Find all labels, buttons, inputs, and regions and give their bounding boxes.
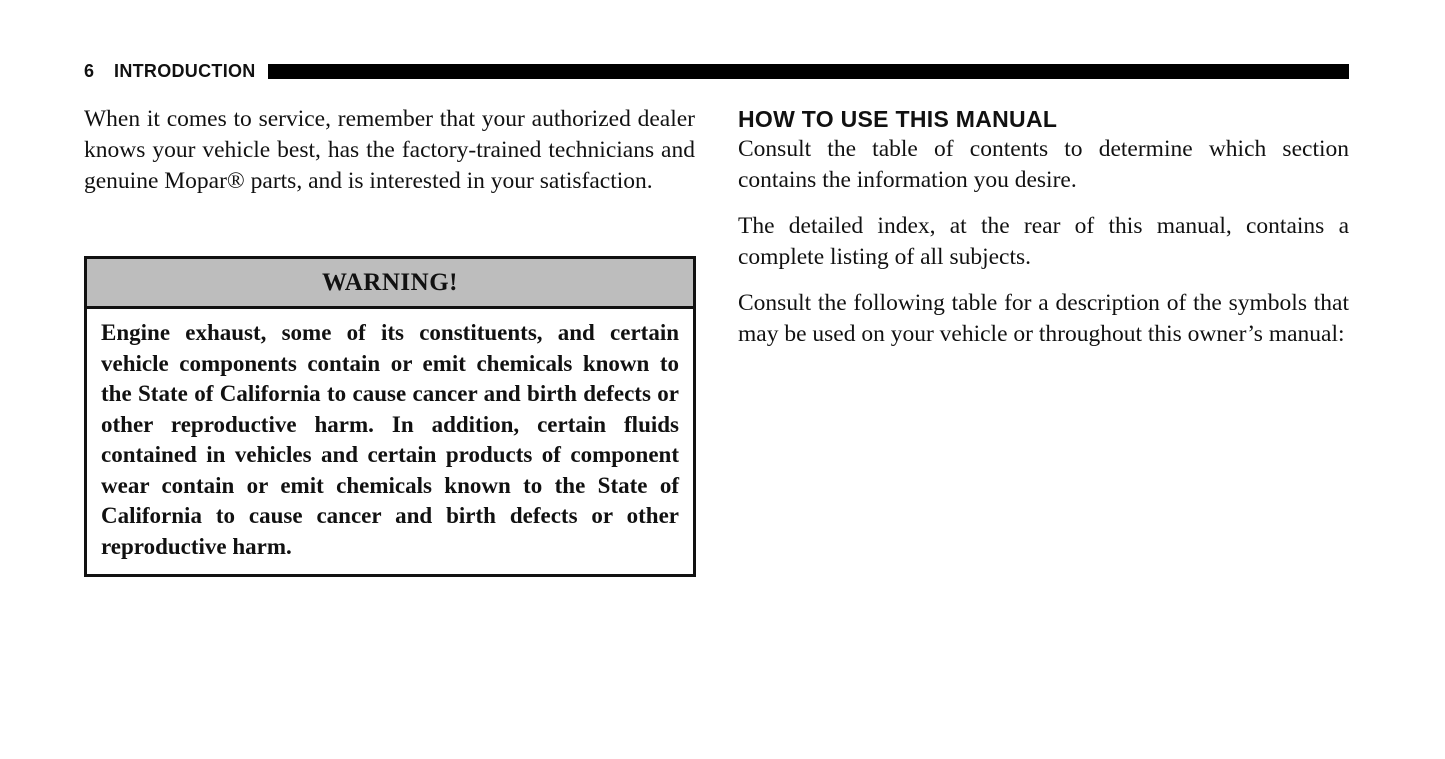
warning-title: WARNING! bbox=[87, 259, 693, 309]
left-column bbox=[84, 104, 695, 197]
page-header bbox=[84, 60, 1349, 82]
warning-box bbox=[84, 256, 696, 577]
paragraph-table-of-contents: Consult the table of contents to determine which section contains the information you desire. bbox=[738, 136, 1349, 193]
paragraph-symbols: Consult the following table for a description of the symbols that may be used on your vehicle or throughout this owner’s manual: bbox=[738, 290, 1349, 347]
right-column bbox=[738, 104, 1349, 365]
section-heading: HOW TO USE THIS MANUAL bbox=[738, 106, 1058, 132]
service-paragraph: When it comes to service, remember that your authorized dealer knows your vehicle best, has the factory-trained technicians and genuine Mopar® parts, and is interested in your satisfaction. bbox=[84, 106, 695, 194]
paragraph-index: The detailed index, at the rear of this manual, contains a complete listing of all subjects. bbox=[738, 213, 1349, 270]
warning-body: Engine exhaust, some of its constituents, and certain vehicle components contain or emit chemicals known to the State of California to cause cancer and birth defects or other reproductive harm. In addition, certain fluids contained in vehicles and certain products of component wear contain or emit chemicals known to the State of California to cause cancer and birth defects or other reproductive harm. bbox=[101, 320, 679, 559]
header-rule bbox=[268, 64, 1349, 79]
page-number: 6 bbox=[84, 60, 95, 81]
section-title: INTRODUCTION bbox=[114, 60, 256, 81]
